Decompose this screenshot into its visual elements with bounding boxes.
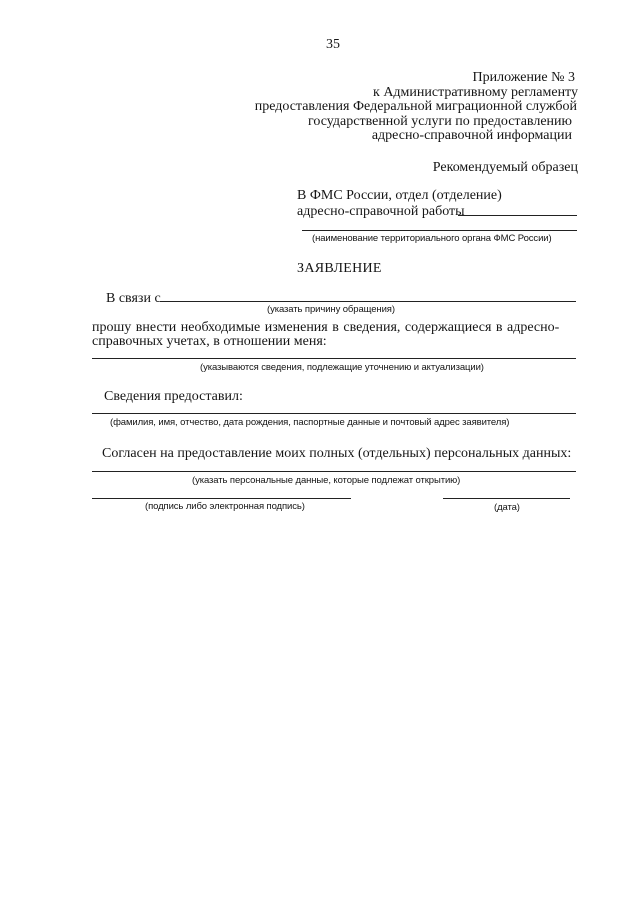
addressee-underline-long (302, 230, 577, 231)
request-line-2: справочных учетах, в отношении меня: (92, 334, 327, 349)
date-caption: (дата) (494, 502, 520, 513)
consent-line (92, 471, 576, 472)
appendix-line-4: государственной услуги по предоставлению (308, 114, 572, 129)
addressee-line-1: В ФМС России, отдел (отделение) (297, 188, 502, 203)
signature-line (92, 498, 351, 499)
document-title: ЗАЯВЛЕНИЕ (297, 261, 382, 276)
date-line (443, 498, 570, 499)
request-line (92, 358, 576, 359)
reason-label: В связи с (106, 291, 161, 306)
consent-label: Согласен на предоставление моих полных (отдельных) персональных данных: (102, 446, 572, 461)
signature-caption: (подпись либо электронная подпись) (145, 501, 305, 512)
appendix-line-3: предоставления Федеральной миграционной службой (254, 99, 577, 114)
addressee-caption: (наименование территориального органа ФМС России) (312, 233, 552, 244)
appendix-line-1: Приложение № 3 (472, 70, 575, 85)
consent-caption: (указать персональные данные, которые подлежат открытию) (192, 475, 461, 486)
sample-label: Рекомендуемый образец (432, 160, 578, 175)
reason-caption: (указать причину обращения) (267, 304, 395, 315)
provider-caption: (фамилия, имя, отчество, дата рождения, паспортные данные и почтовый адрес заявителя) (110, 417, 510, 428)
page-number: 35 (326, 37, 340, 52)
provider-label: Сведения предоставил: (104, 389, 243, 404)
addressee-line-2: адресно-справочной работы (297, 204, 465, 219)
appendix-line-2: к Административному регламенту (373, 85, 578, 100)
request-line-1: прошу внести необходимые изменения в сведения, содержащиеся в адресно- (92, 320, 560, 335)
appendix-line-5: адресно-справочной информации (371, 128, 572, 143)
provider-line (92, 413, 576, 414)
request-caption: (указываются сведения, подлежащие уточнению и актуализации) (200, 362, 484, 373)
addressee-underline-short (458, 215, 577, 216)
reason-line (160, 301, 576, 302)
